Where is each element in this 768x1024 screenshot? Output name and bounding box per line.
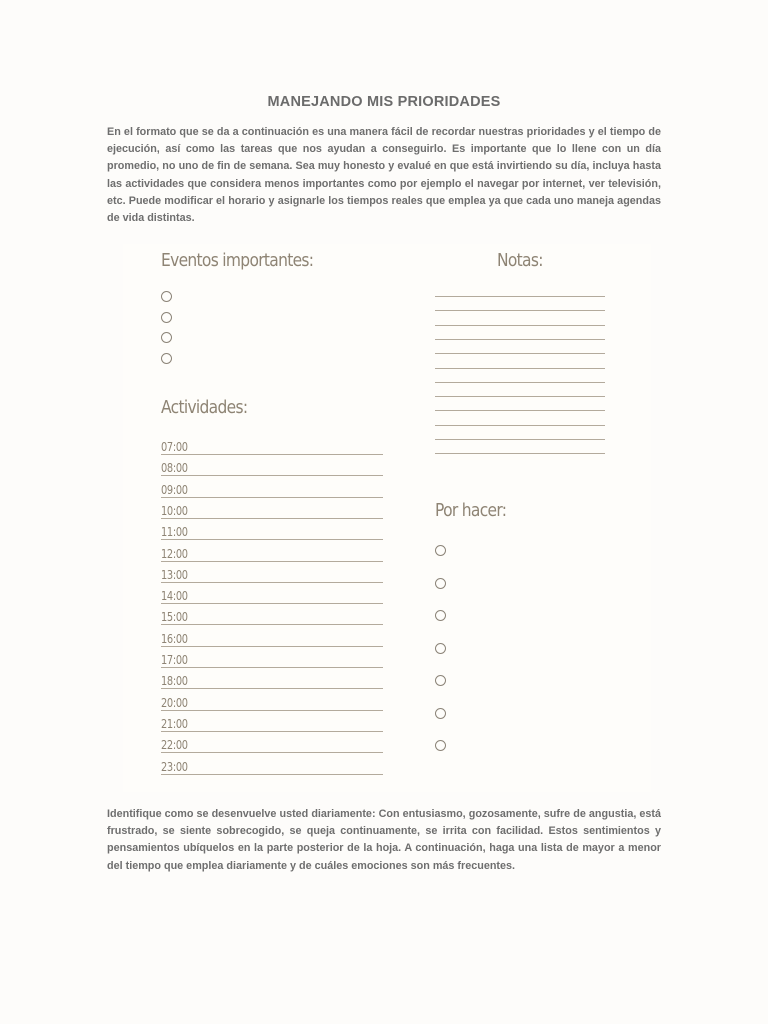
note-line[interactable]: [435, 425, 605, 426]
por-hacer-checkbox[interactable]: [435, 740, 446, 751]
hour-row[interactable]: [161, 736, 383, 753]
note-line[interactable]: [435, 439, 605, 440]
por-hacer-checkbox[interactable]: [435, 545, 446, 556]
hour-label: 13:00: [161, 567, 188, 582]
eventos-heading: Eventos importantes:: [161, 250, 314, 271]
hour-label: 09:00: [161, 482, 188, 497]
hour-label: 11:00: [161, 525, 188, 540]
hour-row[interactable]: [161, 651, 383, 668]
note-line[interactable]: [435, 325, 605, 326]
hour-label: 20:00: [161, 695, 188, 710]
hour-row[interactable]: [161, 523, 383, 540]
hour-row[interactable]: [161, 715, 383, 732]
evento-checkbox[interactable]: [161, 291, 172, 302]
note-line[interactable]: [435, 382, 605, 383]
hour-label: 16:00: [161, 631, 188, 646]
hour-row[interactable]: [161, 502, 383, 519]
note-line[interactable]: [435, 396, 605, 397]
por-hacer-heading: Por hacer:: [435, 500, 507, 521]
hour-row[interactable]: [161, 438, 383, 455]
hour-row[interactable]: [161, 481, 383, 498]
note-line[interactable]: [435, 453, 605, 454]
note-line[interactable]: [435, 410, 605, 411]
outro-paragraph: Identifique como se desenvuelve usted diariamente: Con entusiasmo, gozosamente, sufre de angustia, está frustrado, se siente sobrecogido, se queja continuamente, se irrita con facilidad. Estos sentimientos y pensamientos ubíquelos en la parte posterior de la hoja. A continuación, haga una lista de mayor a menor del tiempo que emplea diariamente y de cuáles emociones son más frecuentes.: [107, 808, 661, 872]
hour-label: 15:00: [161, 610, 188, 625]
hour-label: 07:00: [161, 440, 188, 454]
note-line[interactable]: [435, 310, 605, 311]
document-title: MANEJANDO MIS PRIORIDADES: [267, 94, 501, 110]
evento-checkbox[interactable]: [161, 332, 172, 343]
hour-row[interactable]: [161, 758, 383, 775]
hour-label: 21:00: [161, 716, 188, 731]
por-hacer-checkbox[interactable]: [435, 610, 446, 621]
hour-label: 08:00: [161, 461, 188, 476]
hour-label: 22:00: [161, 738, 188, 753]
por-hacer-checkbox[interactable]: [435, 708, 446, 719]
actividades-heading: Actividades:: [161, 397, 248, 418]
hour-label: 14:00: [161, 589, 188, 604]
hour-label: 18:00: [161, 674, 188, 689]
hour-label: 12:00: [161, 546, 188, 561]
hour-row[interactable]: [161, 608, 383, 625]
hour-row[interactable]: [161, 672, 383, 689]
hour-row[interactable]: [161, 545, 383, 562]
evento-checkbox[interactable]: [161, 312, 172, 323]
hour-row[interactable]: [161, 459, 383, 476]
hour-row[interactable]: [161, 566, 383, 583]
hour-row[interactable]: [161, 587, 383, 604]
por-hacer-checkbox[interactable]: [435, 643, 446, 654]
note-line[interactable]: [435, 339, 605, 340]
hour-row[interactable]: [161, 630, 383, 647]
hour-label: 23:00: [161, 759, 188, 774]
hour-label: 17:00: [161, 653, 188, 667]
por-hacer-checkbox[interactable]: [435, 675, 446, 686]
note-line[interactable]: [435, 368, 605, 369]
hour-row[interactable]: [161, 694, 383, 711]
notas-heading: Notas:: [497, 250, 543, 271]
note-line[interactable]: [435, 296, 605, 297]
intro-paragraph: En el formato que se da a continuación es una manera fácil de recordar nuestras prioridades y el tiempo de ejecución, así como las tareas que nos ayudan a conseguirlo. Es importante que lo llene con un día promedio, no uno de fin de semana. Sea muy honesto y evalué en que está invirtiendo su día, incluya hasta las actividades que considera menos importantes como por ejemplo el navegar por internet, ver televisión, etc. Puede modificar el horario y asignarle los tiempos reales que emplea ya que cada uno maneja agendas de vida distintas.: [107, 126, 661, 225]
evento-checkbox[interactable]: [161, 353, 172, 364]
hour-label: 10:00: [161, 503, 188, 518]
note-line[interactable]: [435, 353, 605, 354]
por-hacer-checkbox[interactable]: [435, 578, 446, 589]
